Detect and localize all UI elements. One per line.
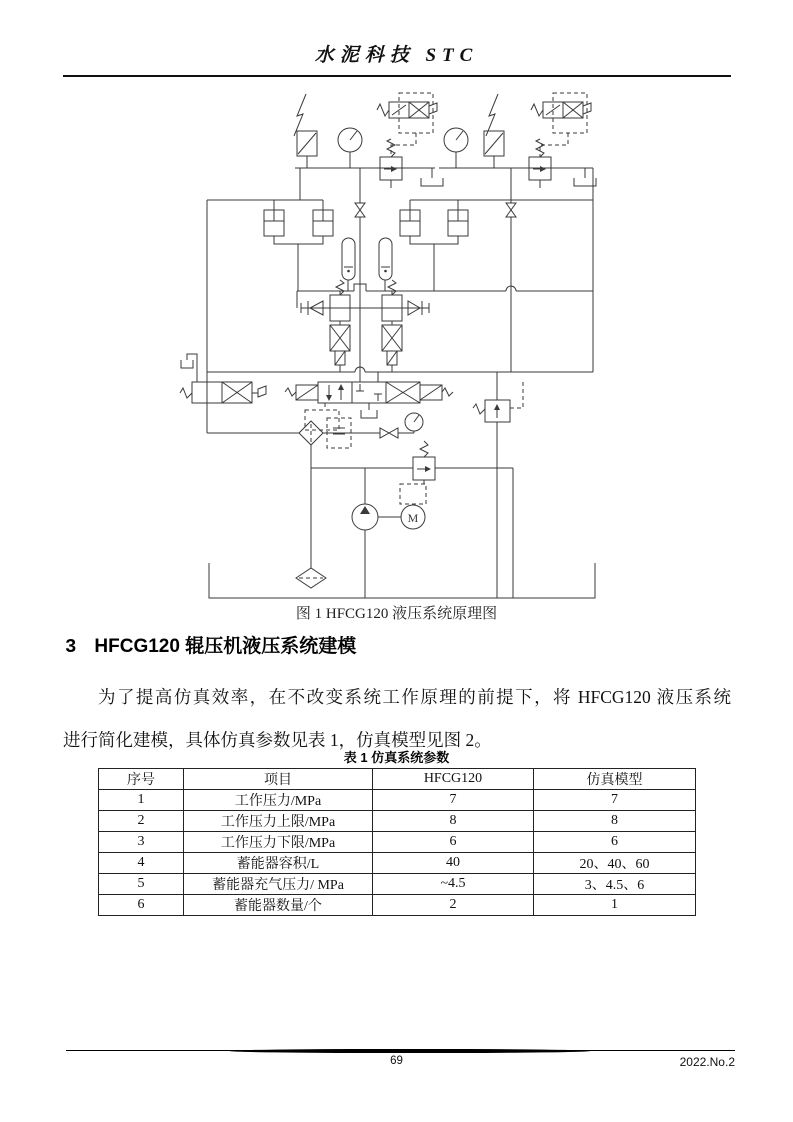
hydraulic-cylinder-2 (313, 200, 333, 236)
page-number: 69 (390, 1055, 403, 1067)
table-row (99, 895, 696, 916)
pump-symbol (352, 504, 378, 530)
cell: 1 (534, 895, 696, 916)
table-row (99, 811, 696, 832)
solenoid-valve-symbol-b (531, 93, 591, 133)
col-header-index: 序号 (99, 769, 184, 790)
cell: ~4.5 (373, 874, 534, 895)
col-header-hfcg120: HFCG120 (373, 769, 534, 790)
cell: 工作压力/MPa (184, 790, 373, 811)
accumulator-symbol-2 (379, 238, 392, 291)
cell: 2 (373, 895, 534, 916)
cell: 蓄能器充气压力/ MPa (184, 874, 373, 895)
electric-signal-icon-a (294, 94, 306, 136)
cell: 工作压力下限/MPa (184, 832, 373, 853)
cell: 40 (373, 853, 534, 874)
header-rule (63, 75, 731, 77)
simulation-parameters-table (98, 768, 696, 916)
solenoid-valve-symbol-a (377, 93, 437, 133)
pump-relief-valve-symbol (400, 441, 435, 504)
cell: 8 (373, 811, 534, 832)
cell: 3、4.5、6 (534, 874, 696, 895)
table-row (99, 853, 696, 874)
col-header-item: 项目 (184, 769, 373, 790)
paragraph-line-1: 为了提高仿真效率，在不改变系统工作原理的前提下，将 HFCG120 液压系统 (98, 687, 731, 707)
gauge-shutoff-valve-symbol (380, 428, 398, 438)
pressure-gauge-symbol-b (444, 128, 468, 168)
figure-1-hydraulic-schematic (177, 88, 627, 603)
hydraulic-cylinder-4 (448, 200, 468, 236)
journal-title: 水泥科技 STC (314, 45, 479, 66)
cell: 蓄能器容积/L (184, 853, 373, 874)
cell: 7 (534, 790, 696, 811)
directional-valve-4-3-symbol (285, 382, 453, 430)
cell: 3 (99, 832, 184, 853)
cell: 1 (99, 790, 184, 811)
pressure-sensor-symbol-b (484, 131, 504, 168)
solenoid-valve-2-2-symbol (180, 354, 266, 403)
cell: 6 (373, 832, 534, 853)
system-relief-valve-symbol (473, 372, 523, 598)
pressure-gauge-symbol-pump (405, 413, 423, 431)
table-row (99, 790, 696, 811)
section-title: HFCG120 辊压机液压系统建模 (94, 636, 357, 657)
cell: 5 (99, 874, 184, 895)
issue-number: 2022.No.2 (679, 1055, 735, 1069)
shutoff-valve-symbol-b (506, 168, 516, 372)
tank-symbol-a (421, 168, 443, 186)
section-heading (65, 631, 356, 658)
col-header-sim-model: 仿真模型 (534, 769, 696, 790)
table-row (99, 832, 696, 853)
table-row (99, 874, 696, 895)
cell: 2 (99, 811, 184, 832)
hydraulic-cylinder-3 (400, 200, 420, 236)
cell: 6 (534, 832, 696, 853)
relief-valve-symbol-b (529, 133, 568, 188)
hydraulic-schematic-svg (177, 88, 627, 603)
electric-signal-icon-b (486, 94, 498, 136)
motor-symbol (401, 505, 425, 529)
cell: 7 (373, 790, 534, 811)
pressure-sensor-symbol-a (297, 131, 317, 168)
figure-caption: 图 1 HFCG120 液压系统原理图 (295, 606, 498, 622)
oil-tank-symbol (209, 563, 595, 598)
svg-text:M: M (407, 511, 419, 525)
suction-strainer-symbol (296, 568, 326, 588)
relief-valve-symbol-a (380, 133, 416, 188)
cell: 6 (99, 895, 184, 916)
section-number: 3 (65, 636, 77, 658)
cell: 4 (99, 853, 184, 874)
cell: 蓄能器数量/个 (184, 895, 373, 916)
paragraph-line-2: 进行简化建模，具体仿真参数见表 1，仿真模型见图 2。 (63, 730, 492, 750)
cell: 工作压力上限/MPa (184, 811, 373, 832)
pressure-gauge-symbol-a (338, 128, 362, 168)
shutoff-valve-symbol-a (355, 168, 365, 382)
hydraulic-cylinder-1 (264, 200, 284, 236)
cell: 8 (534, 811, 696, 832)
footer-rule (66, 1050, 735, 1051)
table-header-row (99, 769, 696, 790)
cell: 20、40、60 (534, 853, 696, 874)
table-title: 表 1 仿真系统参数 (343, 750, 450, 765)
